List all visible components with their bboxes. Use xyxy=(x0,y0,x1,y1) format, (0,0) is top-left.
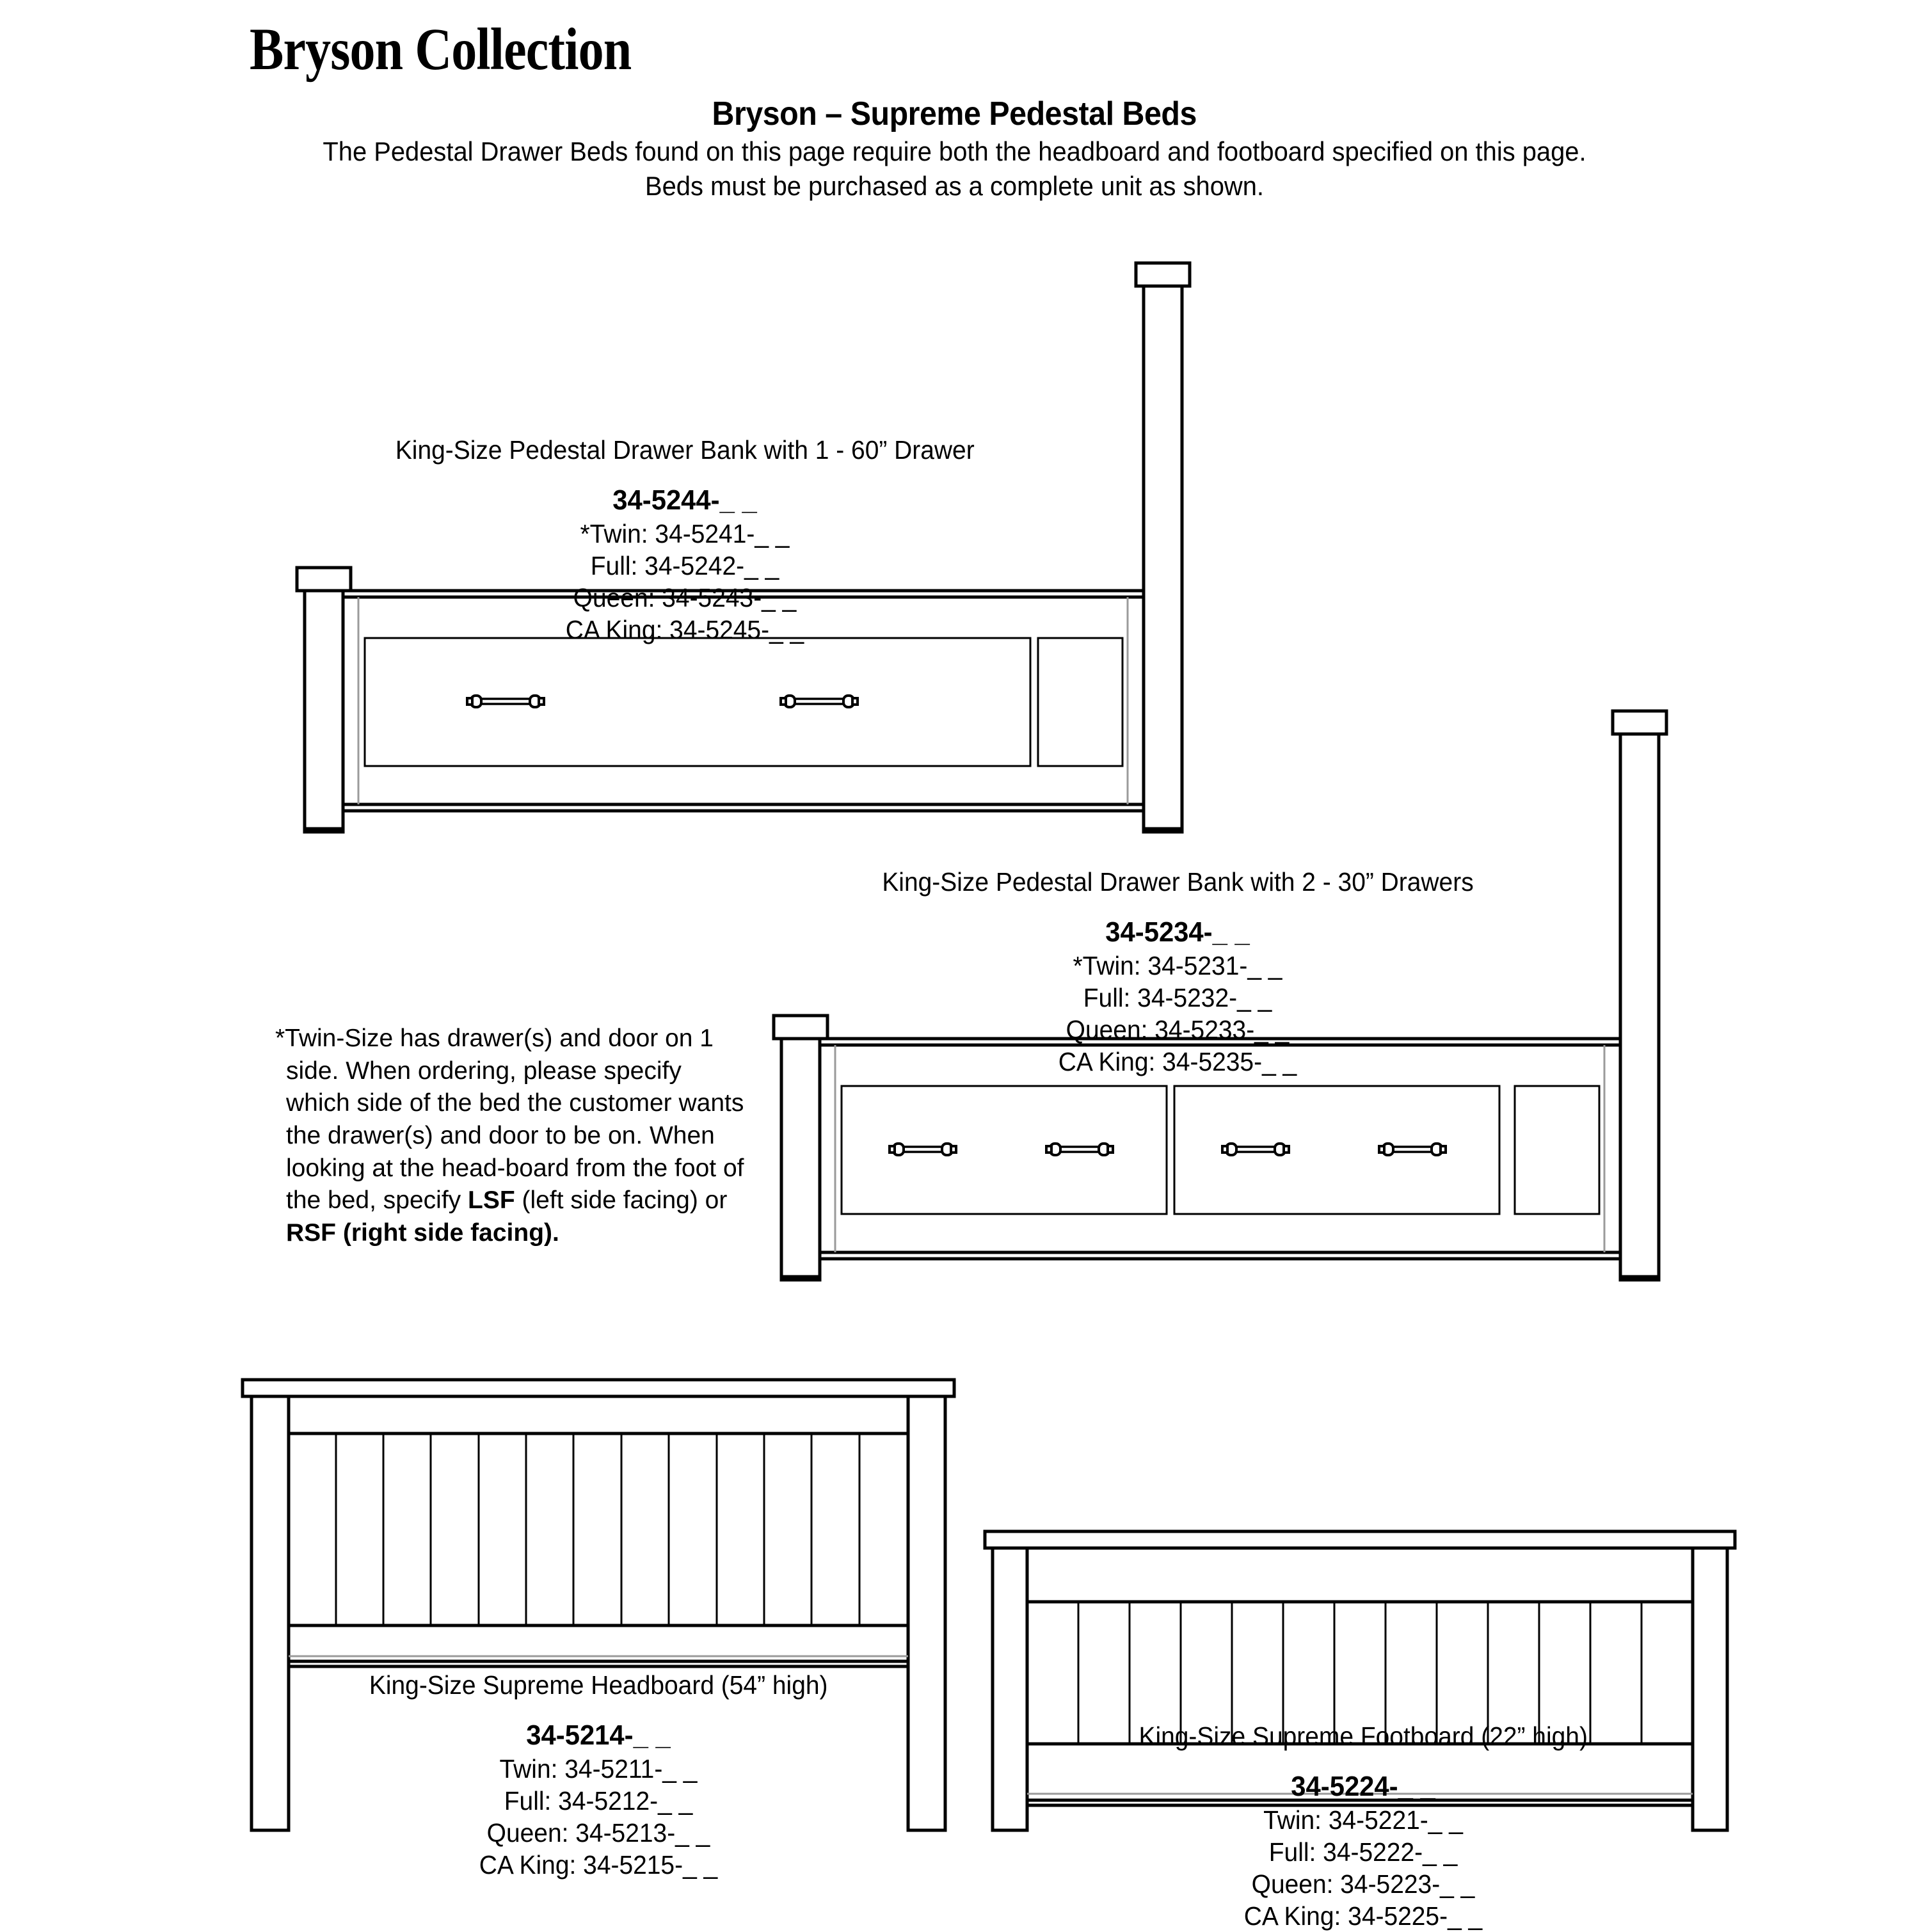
label-footboard xyxy=(986,1721,1741,1932)
product-title: King-Size Supreme Footboard (22” high) xyxy=(1138,1721,1588,1751)
footnote-text-b: (left side facing) or xyxy=(515,1186,728,1215)
post-right xyxy=(1620,734,1659,1280)
product-code-twin: *Twin: 34-5231-_ _ xyxy=(1073,950,1282,980)
door-panel xyxy=(1515,1086,1599,1214)
label-drawer-bank-60 xyxy=(278,435,1091,646)
footnote-text-a: *Twin-Size has drawer(s) and door on 1 side. When ordering, please specify which side of the bed the customer wants the drawer(s) and door to be on. When looking at the head-board from the foot of the bed, specify xyxy=(275,1025,744,1215)
product-code-main: 34-5234-_ _ xyxy=(1105,916,1250,948)
product-code-full: Full: 34-5222-_ _ xyxy=(1268,1837,1458,1867)
page-header-block xyxy=(0,95,1909,202)
headboard-top-cap xyxy=(243,1380,954,1396)
product-code-caking: CA King: 34-5225-_ _ xyxy=(1243,1901,1483,1931)
product-code-full: Full: 34-5212-_ _ xyxy=(504,1785,693,1816)
post-cap-right xyxy=(1136,263,1190,286)
header-note-line-1: The Pedestal Drawer Beds found on this page require both the headboard and footboard specified on this page. xyxy=(323,136,1586,166)
product-code-main: 34-5244-_ _ xyxy=(612,484,757,516)
page-heading: Bryson – Supreme Pedestal Beds xyxy=(712,95,1197,132)
collection-title: Bryson Collection xyxy=(250,17,632,83)
page-heading-wrap xyxy=(0,95,1909,133)
footboard-top-cap xyxy=(985,1531,1735,1548)
product-code-caking: CA King: 34-5235-_ _ xyxy=(1058,1046,1297,1076)
label-drawer-bank-30 xyxy=(755,867,1600,1078)
product-title: King-Size Supreme Headboard (54” high) xyxy=(369,1670,828,1700)
label-headboard xyxy=(246,1670,950,1881)
headboard-slat-panel xyxy=(289,1433,908,1625)
product-code-twin: Twin: 34-5211-_ _ xyxy=(499,1753,698,1784)
product-code-queen: Queen: 34-5213-_ _ xyxy=(486,1817,710,1848)
product-code-queen: Queen: 34-5243-_ _ xyxy=(573,582,797,612)
footnote-rsf: RSF xyxy=(286,1219,336,1247)
product-code-queen: Queen: 34-5223-_ _ xyxy=(1251,1869,1475,1899)
product-code-main: 34-5224-_ _ xyxy=(1291,1771,1435,1802)
product-code-full: Full: 34-5232-_ _ xyxy=(1083,982,1272,1012)
footnote-lsf: LSF xyxy=(468,1186,515,1215)
product-code-twin: Twin: 34-5221-_ _ xyxy=(1263,1805,1463,1835)
product-title: King-Size Pedestal Drawer Bank with 1 - 60” Drawer xyxy=(395,435,975,465)
product-code-caking: CA King: 34-5245-_ _ xyxy=(565,614,804,644)
post-cap-right xyxy=(1613,711,1666,734)
product-code-queen: Queen: 34-5233-_ _ xyxy=(1066,1014,1290,1044)
product-title: King-Size Pedestal Drawer Bank with 2 - 30” Drawers xyxy=(881,867,1474,897)
twin-size-footnote xyxy=(275,1023,747,1250)
product-code-full: Full: 34-5242-_ _ xyxy=(590,550,779,580)
header-note-line-2: Beds must be purchased as a complete unit as shown. xyxy=(644,170,1265,201)
product-code-caking: CA King: 34-5215-_ _ xyxy=(479,1849,718,1880)
footnote-text-c: (right side facing). xyxy=(336,1219,559,1247)
product-code-twin: *Twin: 34-5241-_ _ xyxy=(580,518,790,548)
product-code-main: 34-5214-_ _ xyxy=(526,1720,671,1751)
